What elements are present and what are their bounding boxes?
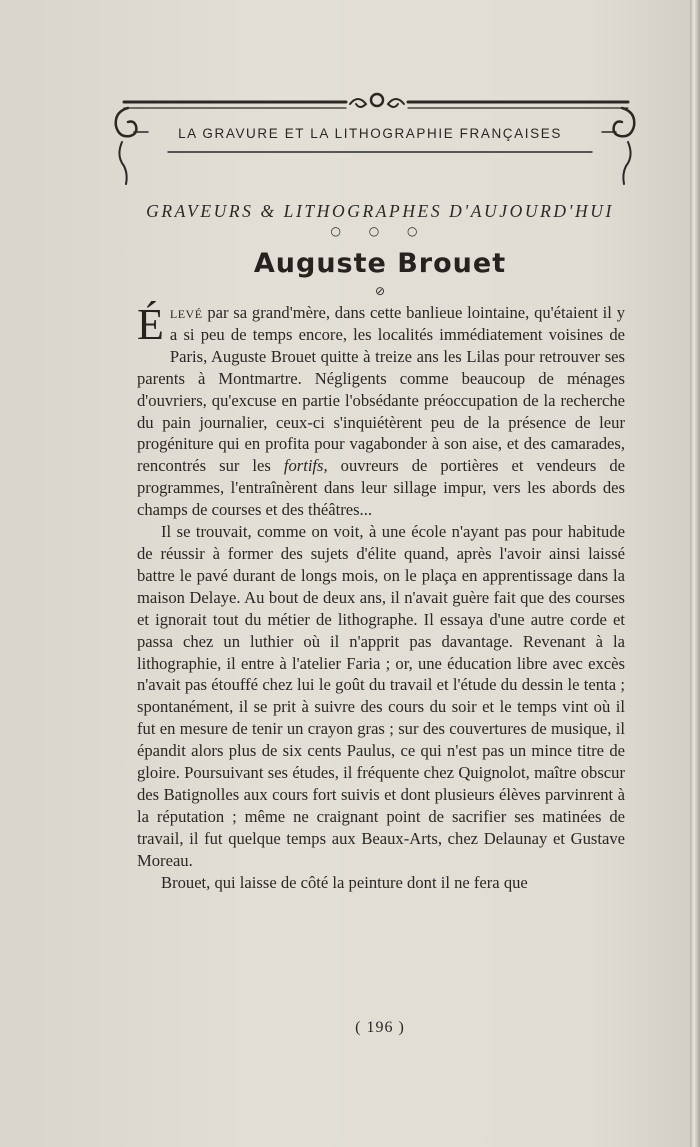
ornamental-header-frame (108, 82, 642, 200)
paragraph-1-text-a: par sa grand'mère, dans cette banlieue lointaine, qu'étaient il y a si peu de temps encore, les localités immédiatement voisines de Paris, Auguste Brouet quitte à treize ans les Lilas pour retrouver ses parents à Montmartre. Négligents comme beaucoup de ménages d'ouvriers, qu'excuse en partie l'obsédante préoccupation de la recherche du pain journalier, ceux-ci s'inquiétèrent peu de la présence de leur progéniture qui en profita pour vagabonder à son aise, et des camarades, rencontrés sur les (137, 303, 625, 476)
paragraph-1 (137, 302, 625, 521)
paragraph-3: Brouet, qui laisse de côté la peinture dont il ne fera que (161, 872, 528, 892)
section-ornament: ○ ○ ○ (330, 224, 430, 238)
paragraph-1-text-b: , ouvreurs de portières et vendeurs de programmes, l'entraînèrent dans leur sillage impur, vers les abords des champs de courses et des théâtres... (137, 456, 626, 520)
article-title: Auguste Brouet (253, 248, 507, 279)
small-caps-word: levé (169, 303, 203, 322)
section-title: GRAVEURS & LITHOGRAPHES D'AUJOURD'HUI (146, 201, 614, 221)
running-head: LA GRAVURE ET LA LITHOGRAPHIE FRANÇAISES (178, 126, 562, 141)
page-number: ( 196 ) (355, 1019, 405, 1036)
page-edge (690, 0, 700, 1147)
article-body (137, 302, 625, 893)
title-ornament-icon: ⊘ (374, 284, 386, 298)
drop-cap: É (137, 300, 164, 349)
italic-word: fortifs (283, 456, 324, 476)
paragraph-2: Il se trouvait, comme on voit, à une école n'ayant pas pour habitude de réussir à former des sujets d'élite quand, après l'avoir ainsi laissé battre le pavé durant de longs mois, on le plaça en apprentissage dans la maison Delaye. Au bout de deux ans, il n'avait guère fait que des courses et ignorait tout du métier de lithographe. Il essaya d'une autre corde et passa chez un luthier où il n'apprit pas davantage. Revenant à la lithographie, il entre à l'atelier Faria ; or, une éducation libre avec excès n'avait pas étouffé chez lui le goût du travail et l'étude du dessin le tenta ; spontanément, il se prit à suivre des cours du soir et le temps vint où il fut en mesure de tenir un crayon gras ; sur des couvertures de musique, il épandit alors plus de six cents Paulus, ce qui n'est pas un mince titre de gloire. Poursuivant ses études, il fréquente chez Quignolot, maître obscur des Batignolles aux cours fort suivis et dont plusieurs élèves parvinrent à la réputation ; même ne craignant point de sacrifier ses matinées de travail, il fut quelque temps aux Beaux-Arts, chez Delaunay et Gustave Moreau. (137, 522, 625, 870)
